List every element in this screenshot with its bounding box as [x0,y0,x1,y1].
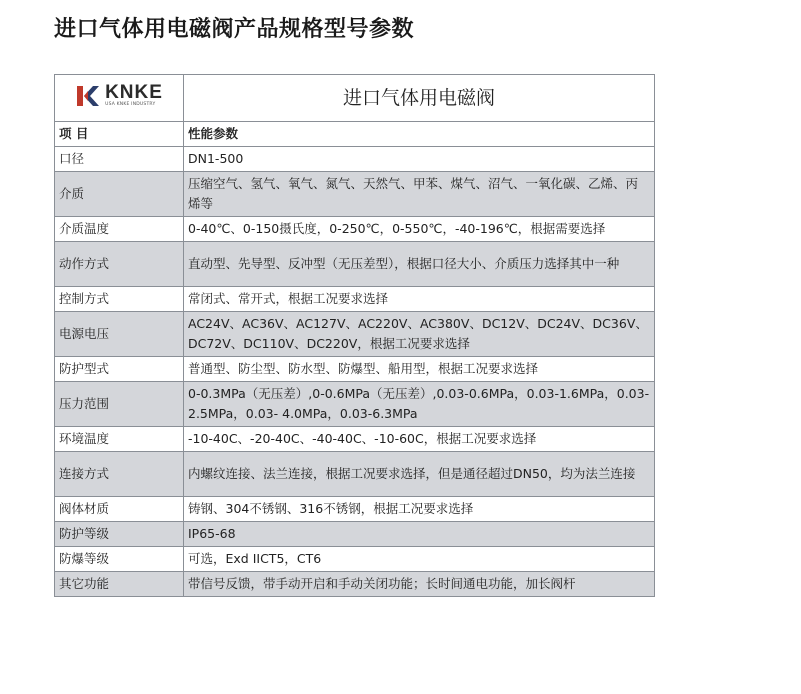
row-value: AC24V、AC36V、AC127V、AC220V、AC380V、DC12V、DC24V、DC36V、DC72V、DC110V、DC220V，根据工况要求选择 [184,312,655,357]
row-label: 介质温度 [55,217,184,242]
row-value: 常闭式、常开式，根据工况要求选择 [184,287,655,312]
row-label: 压力范围 [55,382,184,427]
row-label: 防护等级 [55,522,184,547]
row-label: 连接方式 [55,452,184,497]
product-title: 进口气体用电磁阀 [184,75,655,122]
row-value: IP65-68 [184,522,655,547]
logo-tagline: USA KNKE INDUSTRY [105,102,156,108]
row-value: 0-40℃、0-150摄氏度，0-250℃，0-550℃，-40-196℃，根据需要选择 [184,217,655,242]
row-value: DN1-500 [184,147,655,172]
table-row [55,172,655,217]
row-value: 带信号反馈，带手动开启和手动关闭功能；长时间通电功能，加长阀杆 [184,572,655,597]
row-value: 普通型、防尘型、防水型、防爆型、船用型，根据工况要求选择 [184,357,655,382]
table-row [55,242,655,287]
row-value: -10-40C、-20-40C、-40-40C、-10-60C，根据工况要求选择 [184,427,655,452]
logo-wordmark: KNKE [105,82,163,104]
row-label: 动作方式 [55,242,184,287]
table-row [55,217,655,242]
table-row [55,497,655,522]
row-value: 内螺纹连接、法兰连接，根据工况要求选择，但是通径超过DN50，均为法兰连接 [184,452,655,497]
column-header-row [55,122,655,147]
table-row [55,572,655,597]
table-row [55,287,655,312]
row-label: 电源电压 [55,312,184,357]
row-value: 直动型、先导型、反冲型（无压差型），根据口径大小、介质压力选择其中一种 [184,242,655,287]
table-row [55,312,655,357]
row-label: 其它功能 [55,572,184,597]
row-label: 防爆等级 [55,547,184,572]
page-title: 进口气体用电磁阀产品规格型号参数 [54,17,415,42]
logo-cell [55,75,184,122]
row-label: 控制方式 [55,287,184,312]
row-label: 阀体材质 [55,497,184,522]
table-row [55,547,655,572]
row-value: 可选，Exd IICT5，CT6 [184,547,655,572]
row-label: 防护型式 [55,357,184,382]
row-value: 0-0.3MPa（无压差）,0-0.6MPa（无压差）,0.03-0.6MPa，0.03-1.6MPa，0.03-2.5MPa，0.03- 4.0MPa，0.03-6.3MPa [184,382,655,427]
table-row [55,382,655,427]
spec-table [54,74,655,597]
table-title-row [55,75,655,122]
column-header-params: 性能参数 [184,122,655,147]
table-row [55,147,655,172]
row-label: 介质 [55,172,184,217]
column-header-item: 项 目 [55,122,184,147]
row-label: 口径 [55,147,184,172]
row-value: 压缩空气、氢气、氧气、氮气、天然气、甲苯、煤气、沼气、一氧化碳、乙烯、丙烯等 [184,172,655,217]
table-row [55,427,655,452]
table-row [55,452,655,497]
brand-logo [75,83,163,108]
table-row [55,357,655,382]
knke-logo-icon [75,85,101,107]
table-row [55,522,655,547]
row-label: 环境温度 [55,427,184,452]
row-value: 铸钢、304不锈钢、316不锈钢，根据工况要求选择 [184,497,655,522]
